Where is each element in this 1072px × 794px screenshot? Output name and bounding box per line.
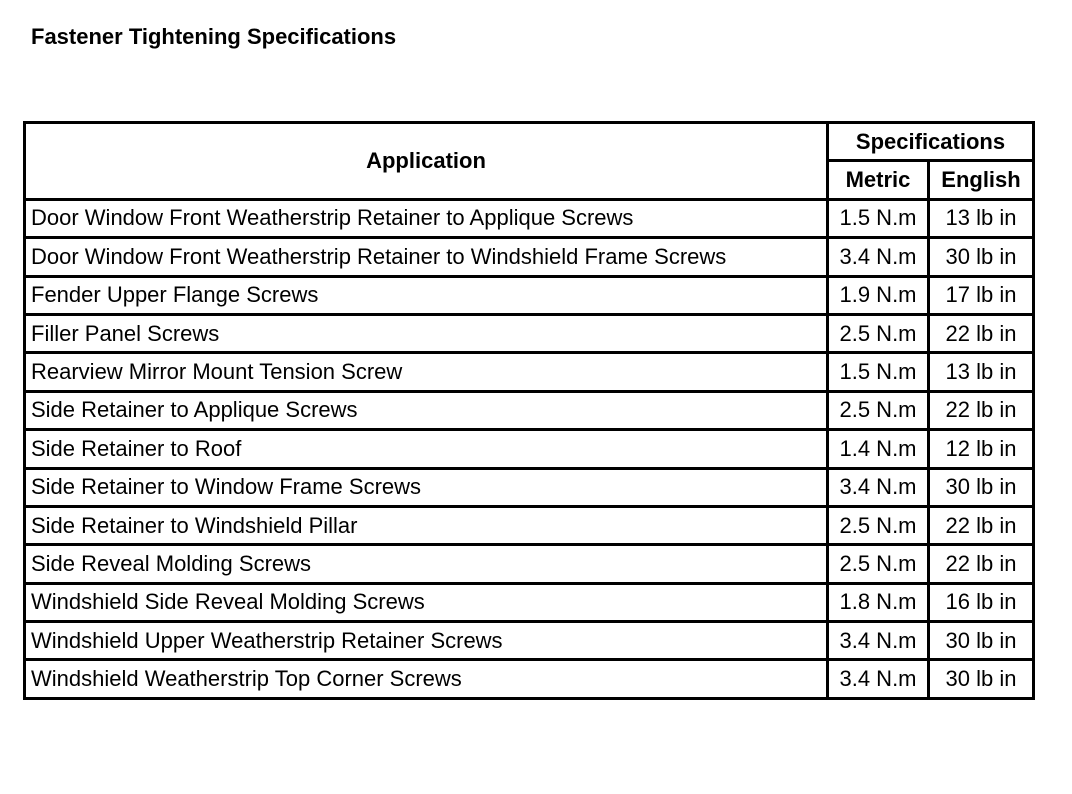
english-value-cell: 30 lb in [929,468,1034,506]
metric-value-cell: 2.5 N.m [828,545,929,583]
table-row [25,314,1034,352]
english-value-cell: 22 lb in [929,545,1034,583]
application-cell: Side Retainer to Applique Screws [25,391,828,429]
table-row [25,583,1034,621]
table-row [25,238,1034,276]
english-value-cell: 13 lb in [929,199,1034,237]
application-cell: Fender Upper Flange Screws [25,276,828,314]
column-header-application: Application [25,123,828,200]
metric-value-cell: 2.5 N.m [828,391,929,429]
table-row [25,660,1034,698]
metric-value-cell: 1.4 N.m [828,430,929,468]
metric-value-cell: 3.4 N.m [828,238,929,276]
application-cell: Side Retainer to Windshield Pillar [25,506,828,544]
table-row [25,545,1034,583]
application-cell: Door Window Front Weatherstrip Retainer to Applique Screws [25,199,828,237]
application-cell: Side Reveal Molding Screws [25,545,828,583]
english-value-cell: 22 lb in [929,314,1034,352]
table-row [25,199,1034,237]
metric-value-cell: 3.4 N.m [828,468,929,506]
table-row [25,276,1034,314]
application-cell: Filler Panel Screws [25,314,828,352]
english-value-cell: 30 lb in [929,660,1034,698]
application-cell: Door Window Front Weatherstrip Retainer to Windshield Frame Screws [25,238,828,276]
table-body [25,199,1034,698]
table-row [25,622,1034,660]
application-cell: Side Retainer to Window Frame Screws [25,468,828,506]
table-row [25,391,1034,429]
application-cell: Side Retainer to Roof [25,430,828,468]
metric-value-cell: 3.4 N.m [828,622,929,660]
english-value-cell: 22 lb in [929,506,1034,544]
header-row-top [25,123,1034,161]
english-value-cell: 22 lb in [929,391,1034,429]
metric-value-cell: 1.5 N.m [828,199,929,237]
english-value-cell: 17 lb in [929,276,1034,314]
page-title: Fastener Tightening Specifications [31,24,397,49]
application-cell: Windshield Weatherstrip Top Corner Screws [25,660,828,698]
table-row [25,468,1034,506]
table-row [25,353,1034,391]
application-cell: Windshield Side Reveal Molding Screws [25,583,828,621]
metric-value-cell: 1.5 N.m [828,353,929,391]
table-row [25,506,1034,544]
english-value-cell: 13 lb in [929,353,1034,391]
table-header [25,123,1034,200]
metric-value-cell: 3.4 N.m [828,660,929,698]
column-header-metric: Metric [828,161,929,199]
metric-value-cell: 2.5 N.m [828,506,929,544]
application-cell: Rearview Mirror Mount Tension Screw [25,353,828,391]
metric-value-cell: 1.8 N.m [828,583,929,621]
english-value-cell: 30 lb in [929,622,1034,660]
table-row [25,430,1034,468]
english-value-cell: 16 lb in [929,583,1034,621]
metric-value-cell: 2.5 N.m [828,314,929,352]
application-cell: Windshield Upper Weatherstrip Retainer Screws [25,622,828,660]
english-value-cell: 30 lb in [929,238,1034,276]
column-group-header-specifications: Specifications [828,123,1034,161]
fastener-spec-table [23,121,1035,700]
english-value-cell: 12 lb in [929,430,1034,468]
column-header-english: English [929,161,1034,199]
metric-value-cell: 1.9 N.m [828,276,929,314]
